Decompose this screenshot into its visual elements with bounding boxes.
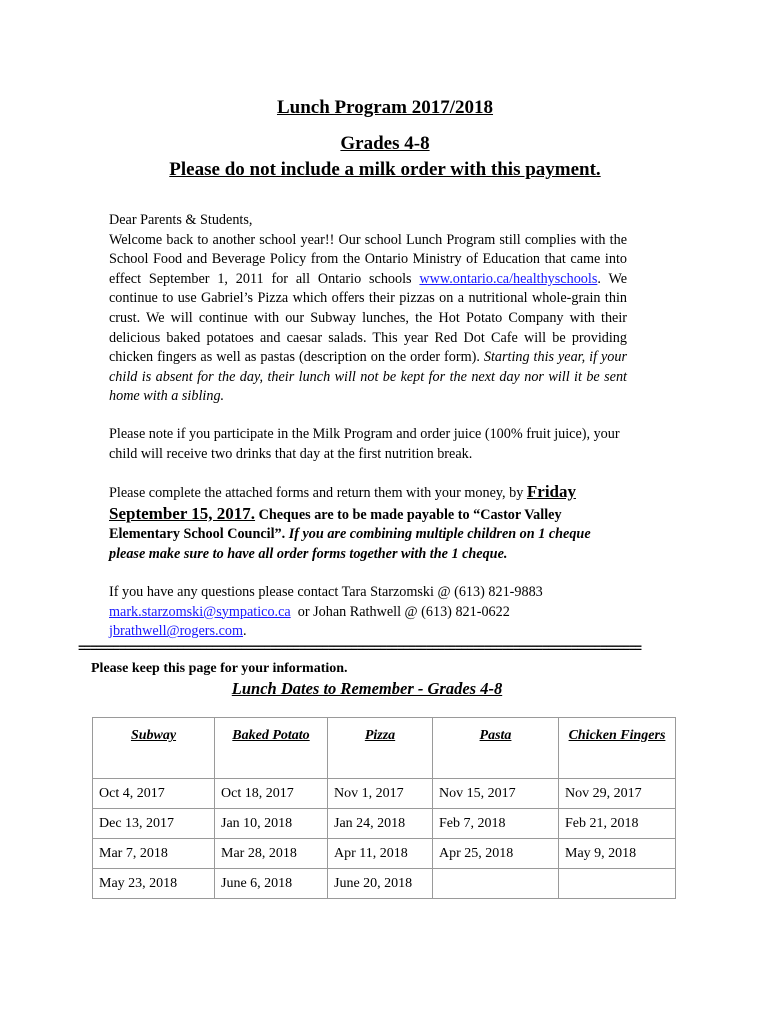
milk-program-paragraph: Please note if you participate in the Milk Program and order juice (100% fruit juice), your child will receive two drinks that day at the first nutrition break.: [109, 426, 620, 462]
email-link-rathwell[interactable]: jbrathwell@rogers.com: [109, 623, 244, 640]
ontario-link[interactable]: www.ontario.ca/healthyschools: [419, 270, 598, 287]
table-cell: [433, 869, 559, 899]
greeting: Dear Parents & Students,: [109, 212, 253, 228]
table-cell: Apr 25, 2018: [433, 839, 559, 869]
header-pizza: Pizza: [328, 718, 433, 779]
contact-end: .: [243, 623, 247, 640]
grades-heading: Grades 4-8: [340, 133, 430, 154]
table-row: [93, 779, 676, 809]
table-cell: Nov 29, 2017: [559, 779, 676, 809]
table-cell: Feb 7, 2018: [433, 809, 559, 839]
welcome-paragraph: [109, 211, 627, 407]
table-cell: Feb 21, 2018: [559, 809, 676, 839]
table-cell: [559, 869, 676, 899]
table-cell: Oct 4, 2017: [93, 779, 215, 809]
table-cell: Nov 1, 2017: [328, 779, 433, 809]
deadline-date: Friday September 15, 2017.: [109, 482, 576, 523]
table-cell: Oct 18, 2017: [215, 779, 328, 809]
table-cell: Jan 24, 2018: [328, 809, 433, 839]
table-row: [93, 809, 676, 839]
header-pasta: Pasta: [433, 718, 559, 779]
payment-text: Please complete the attached forms and return them with your money, by: [109, 485, 527, 501]
header-chicken-fingers: Chicken Fingers: [559, 718, 676, 779]
lunch-dates-title: Lunch Dates to Remember - Grades 4-8: [231, 679, 503, 698]
lunch-dates-table: [92, 717, 676, 899]
divider-line: =================================================================================================: [78, 642, 641, 656]
table-cell: May 9, 2018: [559, 839, 676, 869]
payment-paragraph: [109, 482, 627, 564]
table-cell: Mar 7, 2018: [93, 839, 215, 869]
welcome-text: Welcome back to another school year!! Our school Lunch Program still complies with the School Food and Beverage Policy from the Ontario Ministry of Education that came into effect September 1, 2011 for all Ontario schools: [109, 231, 627, 287]
absence-policy-text: Starting this year, if your child is absent for the day, their lunch will not be kept for the next day nor will it be sent home with a sibling.: [109, 349, 627, 405]
table-row: [93, 839, 676, 869]
table-row: [93, 869, 676, 899]
table-cell: Jan 10, 2018: [215, 809, 328, 839]
vendors-text: . We continue to use Gabriel’s Pizza which offers their pizzas on a nutritional whole-grain thin crust. We will continue with our Subway lunches, the Hot Potato Company with their delicious baked potatoes and caesar salads. This year Red Dot Cafe will be providing chicken fingers as well as pastas (description on the order form).: [109, 270, 628, 366]
table-cell: Nov 15, 2017: [433, 779, 559, 809]
header-subway: Subway: [93, 718, 215, 779]
table-cell: Dec 13, 2017: [93, 809, 215, 839]
multiple-children-note: If you are combining multiple children on 1 cheque please make sure to have all order forms together with the 1 cheque.: [109, 526, 591, 562]
table-cell: Apr 11, 2018: [328, 839, 433, 869]
header-baked-potato: Baked Potato: [215, 718, 328, 779]
table-cell: May 23, 2018: [93, 869, 215, 899]
table-cell: Mar 28, 2018: [215, 839, 328, 869]
page-title: Lunch Program 2017/2018: [276, 97, 494, 118]
table-header-row: [93, 718, 676, 779]
contact-alt: or Johan Rathwell @ (613) 821-0622: [297, 603, 510, 620]
contact-line: If you have any questions please contact Tara Starzomski @ (613) 821-9883: [109, 584, 543, 600]
keep-page-note: Please keep this page for your information.: [91, 661, 348, 676]
milk-note-heading: Please do not include a milk order with this payment.: [169, 159, 601, 180]
contact-paragraph: [109, 583, 627, 642]
cheque-payable-text: Cheques are to be made payable to “Castor Valley Elementary School Council”.: [109, 506, 562, 543]
table-cell: June 20, 2018: [328, 869, 433, 899]
table-cell: June 6, 2018: [215, 869, 328, 899]
email-link-starzomski[interactable]: mark.starzomski@sympatico.ca: [109, 603, 291, 620]
